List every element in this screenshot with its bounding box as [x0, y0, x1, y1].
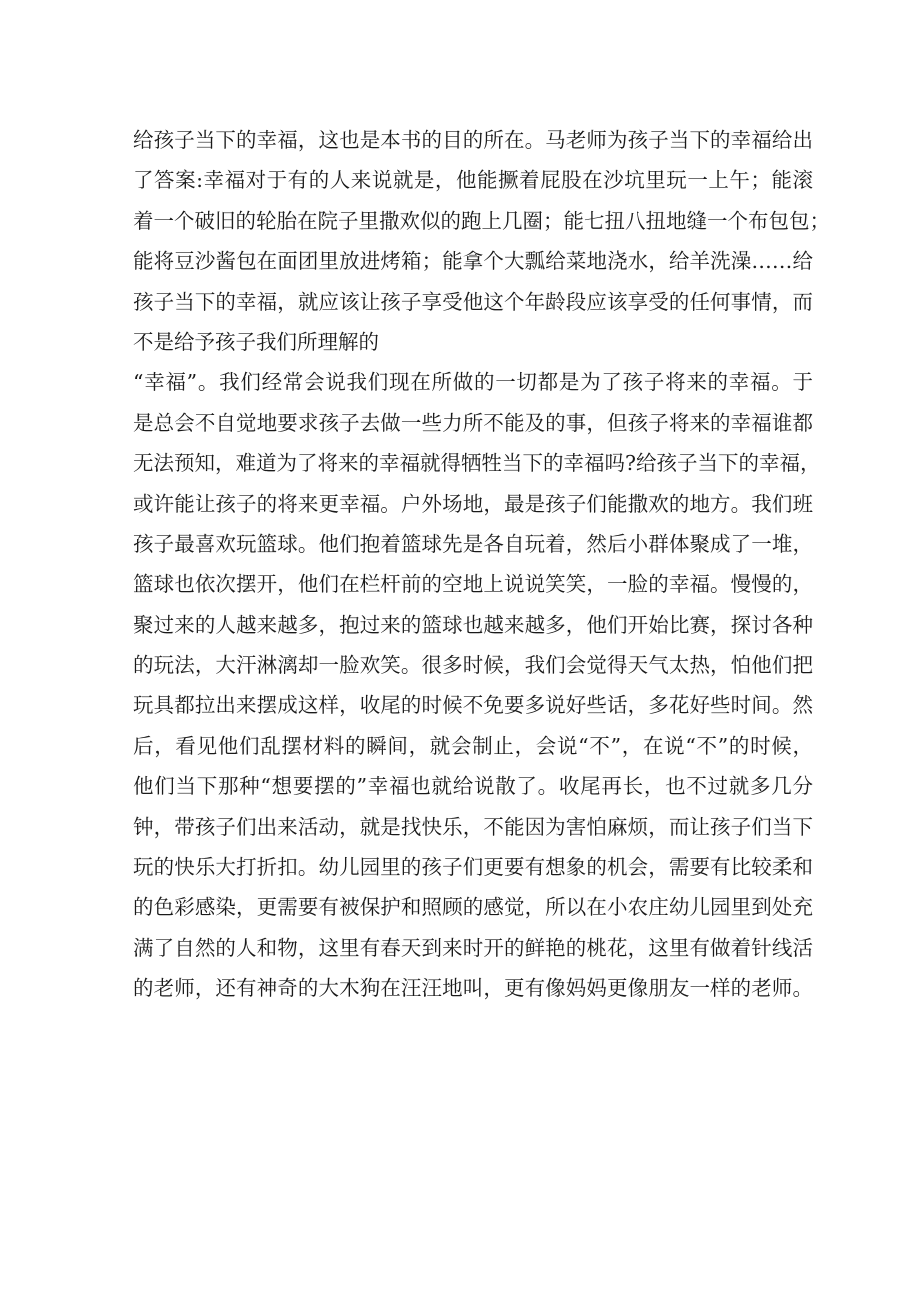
text-line: 篮球也依次摆开，他们在栏杆前的空地上说说笑笑，一脸的幸福。慢慢的， [133, 572, 813, 597]
text-line: 给孩子当下的幸福，这也是本书的目的所在。马老师为孩子当下的幸福给出 [133, 128, 813, 152]
text-line: 着一个破旧的轮胎在院子里撒欢似的跑上几圈；能七扭八扭地缝一个布包包； [133, 208, 830, 233]
text-line: 是总会不自觉地要求孩子去做一些力所不能及的事，但孩子将来的幸福谁都 [133, 410, 813, 435]
text-line: 钟，带孩子们出来活动，就是找快乐，不能因为害怕麻烦，而让孩子们当下 [133, 814, 813, 839]
text-line: 玩具都拉出来摆成这样，收尾的时候不免要多说好些话，多花好些时间。然 [133, 693, 813, 718]
text-line: “幸福”。我们经常会说我们现在所做的一切都是为了孩子将来的幸福。于 [133, 370, 813, 395]
text-line: 聚过来的人越来越多，抱过来的篮球也越来越多，他们开始比赛，探讨各种 [133, 612, 813, 637]
text-line: 无法预知，难道为了将来的幸福就得牺牲当下的幸福吗?给孩子当下的幸福， [133, 451, 821, 476]
text-line: 了答案:幸福对于有的人来说就是，他能撅着屁股在沙坑里玩一上午；能滚 [133, 168, 813, 193]
text-line: 后，看见他们乱摆材料的瞬间，就会制止，会说“不”，在说“不”的时候， [133, 733, 813, 758]
text-line: 满了自然的人和物，这里有春天到来时开的鲜艳的桃花，这里有做着针线活 [133, 935, 813, 960]
text-line: 他们当下那种“想要摆的”幸福也就给说散了。收尾再长，也不过就多几分 [133, 774, 813, 799]
text-line: 能将豆沙酱包在面团里放进烤箱；能拿个大瓢给菜地浇水，给羊洗澡……给 [133, 249, 813, 274]
body-text [133, 120, 830, 1009]
text-line: 的老师，还有神奇的大木狗在汪汪地叫，更有像妈妈更像朋友一样的老师。 [133, 976, 813, 1001]
text-line: 的色彩感染，更需要有被保护和照顾的感觉，所以在小农庄幼儿园里到处充 [133, 895, 813, 920]
text-line: 玩的快乐大打折扣。幼儿园里的孩子们更要有想象的机会，需要有比较柔和 [133, 855, 813, 880]
text-line: 或许能让孩子的将来更幸福。户外场地，最是孩子们能撒欢的地方。我们班 [133, 491, 813, 516]
text-line: 孩子最喜欢玩篮球。他们抱着篮球先是各自玩着，然后小群体聚成了一堆， [133, 531, 813, 556]
text-line: 的玩法，大汗淋漓却一脸欢笑。很多时候，我们会觉得天气太热，怕他们把 [133, 653, 813, 678]
text-line: 不是给予孩子我们所理解的 [133, 329, 379, 354]
text-line: 孩子当下的幸福，就应该让孩子享受他这个年龄段应该享受的任何事情，而 [133, 289, 813, 314]
